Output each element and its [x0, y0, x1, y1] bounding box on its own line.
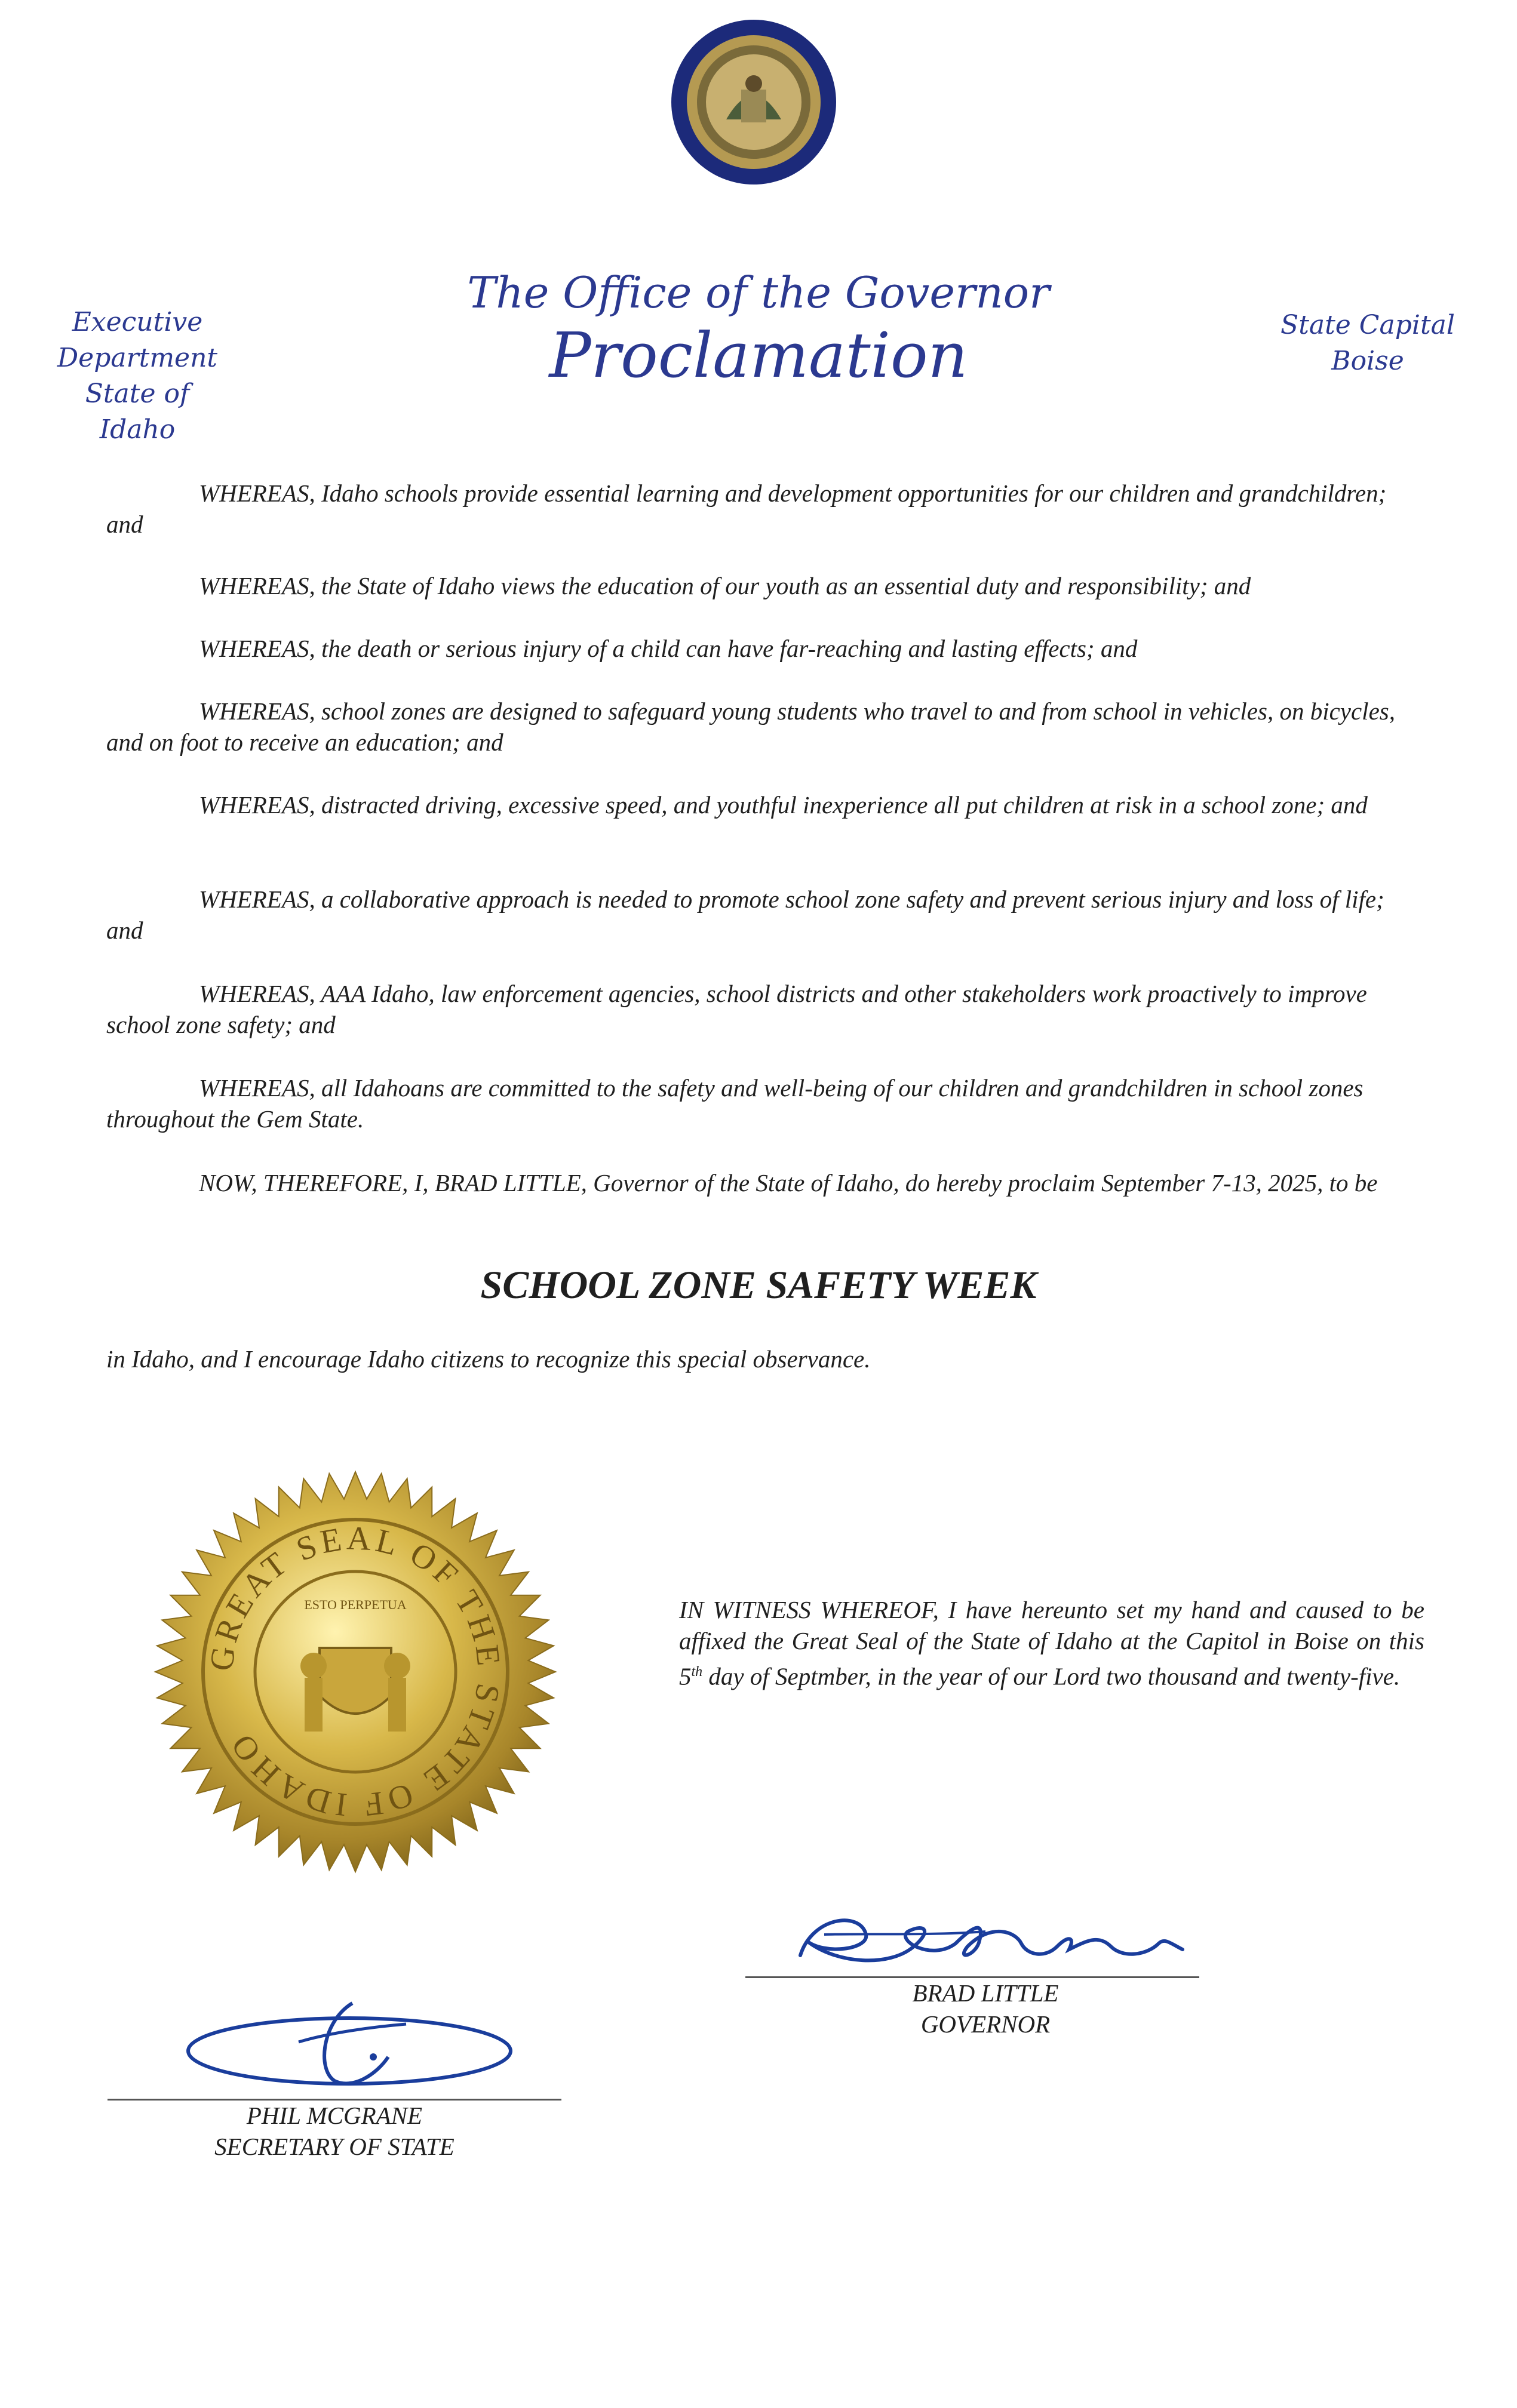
top-seal [670, 18, 838, 186]
header-left-line1: Executive Department [57, 307, 218, 373]
witness-paragraph: IN WITNESS WHEREOF, I have hereunto set my hand and caused to be affixed the Great Seal of the State of Idaho at the Capitol in Boise on this 5th day of Septmber, in the year of our Lord two thousand and twenty-five. [679, 1596, 1424, 1690]
governor-signature [788, 1899, 1206, 1976]
secretary-signature [173, 1985, 543, 2099]
title-proclamation: Proclamation [549, 319, 968, 392]
paragraph: WHEREAS, AAA Idaho, law enforcement agencies, school districts and other stakeholders work proactively to improve school zone safety; and [106, 980, 1367, 1038]
header-right-line1: State Capital [1280, 310, 1455, 340]
seal-motto: ESTO PERPETUA [304, 1597, 407, 1612]
secretary-name: PHIL MCGRANE [246, 2102, 423, 2129]
great-seal [152, 1469, 558, 1875]
header-right-line2: Boise [1331, 346, 1404, 376]
paragraph: WHEREAS, the death or serious injury of a child can have far-reaching and lasting effects; and [199, 635, 1138, 662]
governor-name: BRAD LITTLE [912, 1979, 1059, 2007]
paragraph: WHEREAS, a collaborative approach is needed to promote school zone safety and prevent serious injury and loss of life; and [106, 885, 1384, 944]
paragraph: WHEREAS, school zones are designed to safeguard young students who travel to and from school in vehicles, on bicycles, and on foot to receive an education; and [106, 697, 1395, 756]
paragraph: WHEREAS, the State of Idaho views the education of our youth as an essential duty and responsibility; and [199, 572, 1251, 599]
title-office: The Office of the Governor [467, 267, 1050, 318]
closing-paragraph: in Idaho, and I encourage Idaho citizens to recognize this special observance. [106, 1345, 871, 1373]
paragraph: WHEREAS, Idaho schools provide essential learning and development opportunities for our children and grandchildren; and [106, 479, 1387, 538]
paragraph: WHEREAS, all Idahoans are committed to the safety and well-being of our children and grandchildren in school zones throughout the Gem State. [106, 1074, 1364, 1133]
proclamation-headline: SCHOOL ZONE SAFETY WEEK [480, 1263, 1037, 1307]
seal-ring-text: GREAT SEAL OF THE STATE OF IDAHO [203, 1520, 508, 1824]
secretary-title: SECRETARY OF STATE [214, 2133, 455, 2160]
paragraph: NOW, THEREFORE, I, BRAD LITTLE, Governor of the State of Idaho, do hereby proclaim September 7-13, 2025, to be [199, 1169, 1378, 1197]
paragraph: WHEREAS, distracted driving, excessive speed, and youthful inexperience all put children at risk in a school zone; and [199, 791, 1368, 819]
governor-title: GOVERNOR [920, 2010, 1051, 2038]
header-left-line2: State of Idaho [85, 379, 190, 445]
